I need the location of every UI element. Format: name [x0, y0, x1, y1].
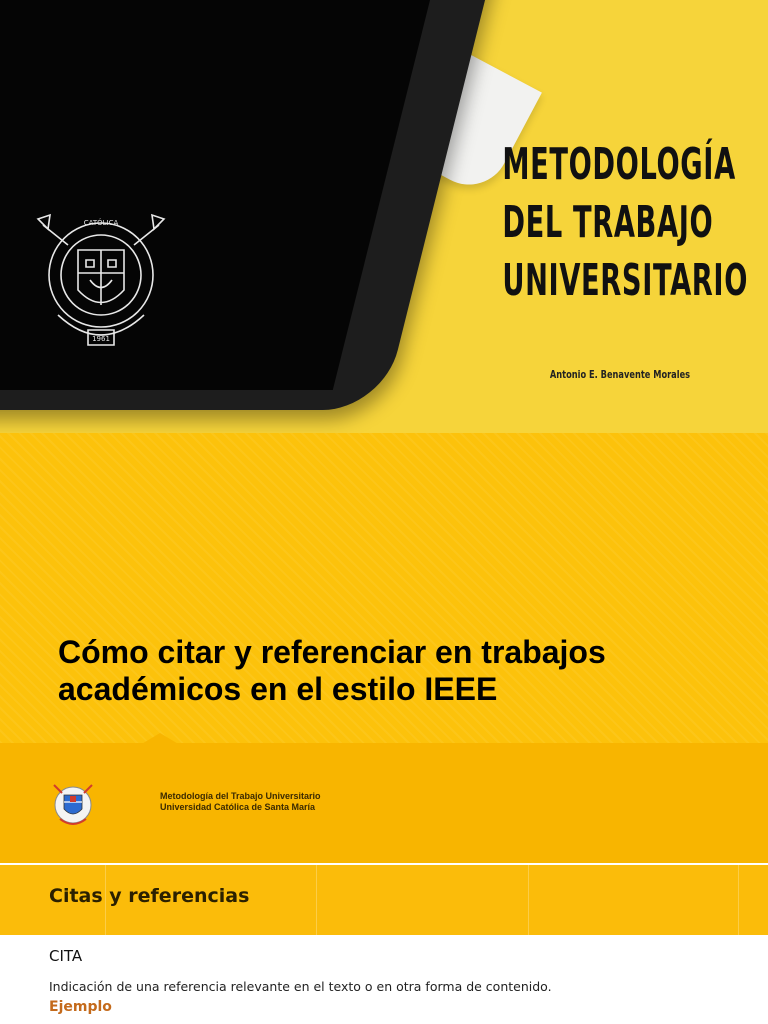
institution-course: Metodología del Trabajo Universitario — [160, 791, 321, 801]
divider — [316, 865, 317, 935]
institution-band — [0, 743, 768, 863]
university-crest-icon — [50, 779, 96, 829]
cover-title — [440, 136, 768, 310]
cover-title-line: DEL TRABAJO — [502, 197, 714, 248]
divider — [528, 865, 529, 935]
institution-university: Universidad Católica de Santa María — [160, 802, 316, 812]
citas-slide-header — [0, 865, 768, 935]
cover-title-line: METODOLOGÍA — [502, 139, 736, 190]
citas-slide-body — [0, 935, 768, 1024]
term-heading: CITA — [49, 947, 83, 965]
university-seal-icon — [28, 205, 174, 365]
seal-year: 1961 — [92, 335, 110, 343]
seal-text: CATÓLICA — [83, 219, 119, 227]
example-label: Ejemplo — [49, 999, 112, 1015]
slide-subtitle: Citas y referencias — [49, 885, 250, 907]
institution-name — [160, 791, 321, 813]
cover-title-line: UNIVERSITARIO — [502, 255, 749, 306]
section-heading: Cómo citar y referenciar en trabajos académicos en el estilo IEEE — [58, 634, 606, 708]
author-name: Antonio E. Benavente Morales — [549, 368, 691, 381]
band-notch — [140, 733, 180, 745]
term-definition: Indicación de una referencia relevante en el texto o en otra forma de contenido. — [49, 979, 552, 994]
divider — [738, 865, 739, 935]
cover-slide — [0, 0, 768, 433]
